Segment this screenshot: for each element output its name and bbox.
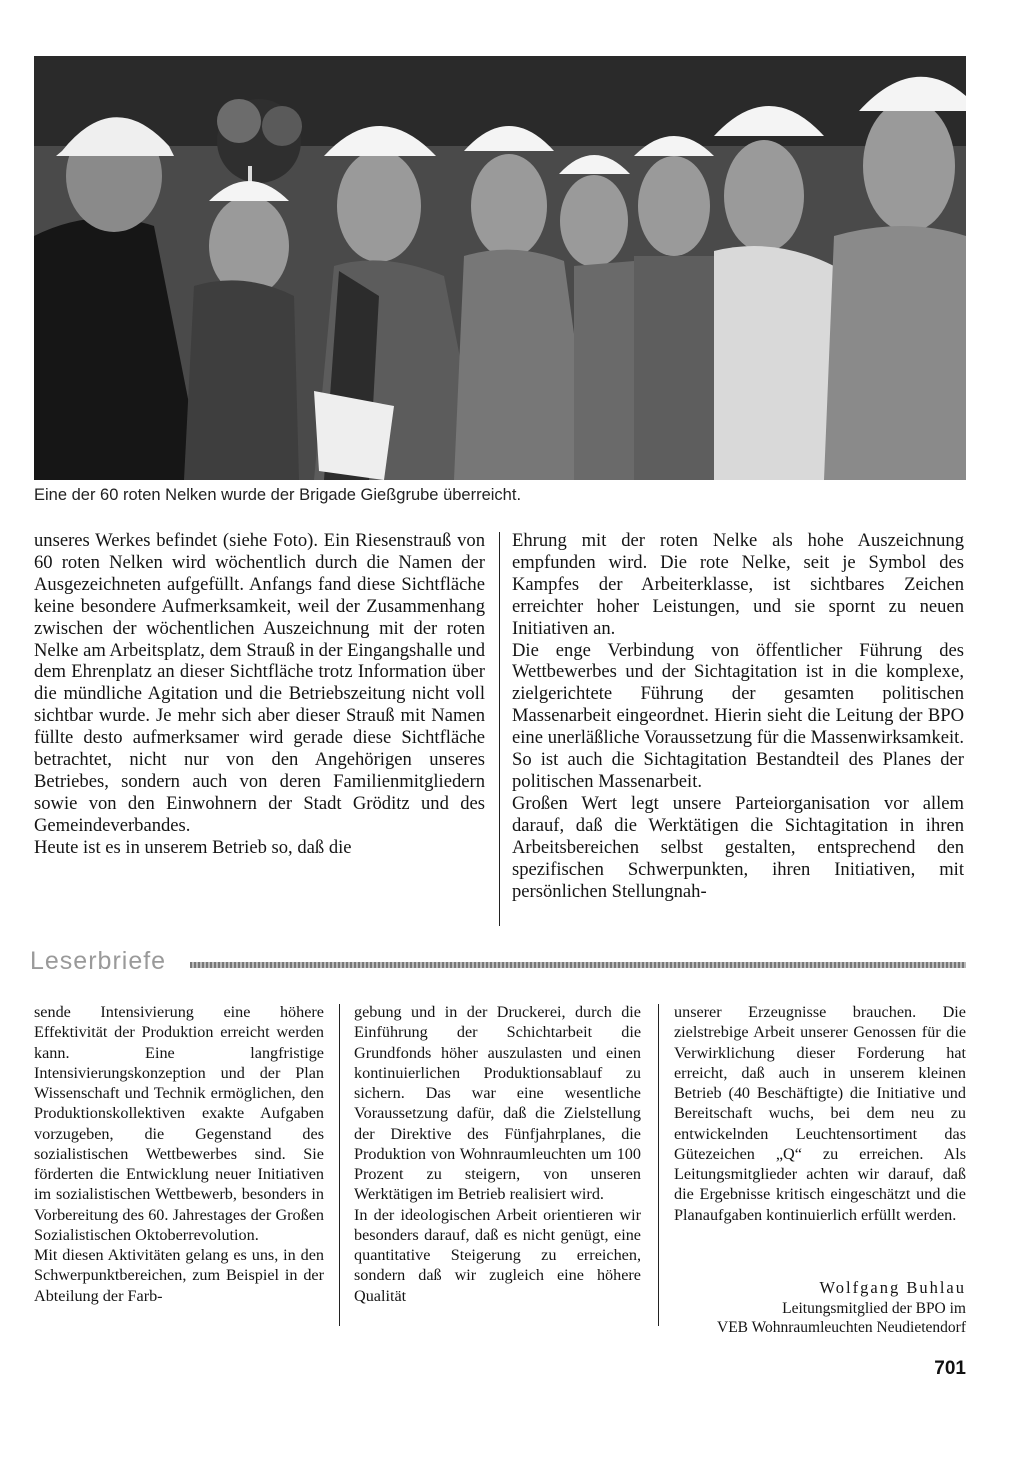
letter-paragraph: In der ideologischen Arbeit orientieren wir besonders darauf, daß es nicht genügt, eine quantitative Steigerung zu erreichen, sondern daß wir zugleich eine höhere Qualität [354, 1205, 641, 1305]
letter-column-2 [354, 1002, 641, 1306]
section-heading: Leserbriefe [30, 947, 167, 975]
signature-organization: VEB Wohnraumleuchten Neudietendorf [717, 1319, 966, 1336]
article-paragraph: Großen Wert legt unsere Parteiorganisation vor allem darauf, daß die Werktätigen die Sichtagitation in ihren Arbeitsbereichen selbst gestalten, entsprechend den spezifischen Schwerpunkten, ihren Initiativen, mit persönlichen Stellungnah- [512, 792, 964, 902]
article-paragraph: Die enge Verbindung von öffentlicher Führung des Wettbewerbes und der Sichtagitation ist in die komplexe, zielgerichtete Führung der gesamten politischen Massenarbeit eingeordnet. Hierin sieht die Leitung der BPO eine unerläßliche Voraussetzung für die Massenwirksamkeit. So ist auch die Sichtagitation Bestandteil des Planes der politischen Massenarbeit. [512, 639, 964, 792]
section-rule [190, 962, 966, 968]
page-number: 701 [934, 1358, 966, 1379]
article-column-2 [512, 530, 964, 902]
signature-name: Wolfgang Buhlau [819, 1278, 966, 1297]
letter-paragraph: Mit diesen Aktivitäten gelang es uns, in den Schwerpunktbereichen, zum Beispiel in der Abteilung der Farb- [34, 1246, 324, 1305]
article-column-1 [34, 530, 485, 859]
column-divider [499, 532, 500, 926]
photo-workers-in-helmets [34, 56, 966, 480]
photo-illustration [34, 56, 966, 480]
article-paragraph: unseres Werkes befindet (siehe Foto). Ein Riesenstrauß von 60 roten Nelken wird wöchentlich durch die Namen der Ausgezeichneten aufgefüllt. Anfangs fand diese Sichtfläche keine besondere Aufmerksamkeit, weil der Zusammenhang zwischen der wöchentlichen Auszeichnung mit der roten Nelke am Arbeitsplatz, dem Strauß in der Eingangshalle und dem Ehrenplatz an dieser Sichtfläche trotz Information über die mündliche Agitation und die Betriebszeitung nicht voll sichtbar wurde. Je mehr sich aber dieser Strauß mit Namen füllte desto aufmerksamer wird gerade diese Sichtfläche betrachtet, nicht nur von den Angehörigen unseres Betriebes, sondern auch von deren Familienmitgliedern sowie von den Einwohnern der Stadt Gröditz und des Gemeindeverbandes. [34, 530, 485, 836]
letter-column-3 [674, 1002, 966, 1225]
column-divider [658, 1004, 659, 1326]
letter-paragraph: sende Intensivierung eine höhere Effektivität der Produktion erreicht werden kann. Eine langfristige Intensivierungskonzeption und der Plan Wissenschaft und Technik ermöglichen, den Produktionskollektiven exakte Aufgaben vorzugeben, die Gegenstand des sozialistischen Wettbewerbes sind. Sie förderten die Entwicklung neuer Initiativen im sozialistischen Wettbewerb, besonders in Vorbereitung des 60. Jahrestages der Großen Sozialistischen Oktoberrevolution. [34, 1003, 324, 1244]
signature-role: Leitungsmitglied der BPO im [782, 1300, 966, 1317]
photo-caption: Eine der 60 roten Nelken wurde der Brigade Gießgrube überreicht. [34, 486, 522, 504]
letter-column-1 [34, 1002, 324, 1306]
letter-paragraph: unserer Erzeugnisse brauchen. Die zielstrebige Arbeit unserer Genossen für die Verwirklichung dieser Forderung hat erreicht, daß auch in unserem kleinen Betrieb (40 Beschäftigte) die Initiative und Bereitschaft wuchs, bei dem neu zu entwickelnden Leuchtensortiment das Gütezeichen „Q“ zu erreichen. Als Leitungsmitglieder achten wir darauf, daß die Ergebnisse kritisch eingeschätzt und die Planaufgaben kontinuierlich erfüllt werden. [674, 1003, 966, 1224]
column-divider [339, 1004, 340, 1326]
article-paragraph: Heute ist es in unserem Betrieb so, daß die [34, 836, 352, 858]
article-paragraph: Ehrung mit der roten Nelke als hohe Auszeichnung empfunden wird. Die rote Nelke, seit je Symbol des Kampfes der Arbeiterklasse, ist sichtbares Zeichen erreichter hoher Leistungen, und sie spornt zu neuen Initiativen an. [512, 530, 964, 639]
letter-paragraph: gebung und in der Druckerei, durch die Einführung der Schichtarbeit die Grundfonds höher auszulasten und einen kontinuierlichen Produktionsablauf zu sichern. Das war eine wesentliche Voraussetzung dafür, daß die Zielstellung der Direktive des Fünfjahrplanes, die Produktion von Wohnraumleuchten um 100 Prozent zu steigern, von unseren Werktätigen im Betrieb realisiert wird. [354, 1003, 641, 1204]
